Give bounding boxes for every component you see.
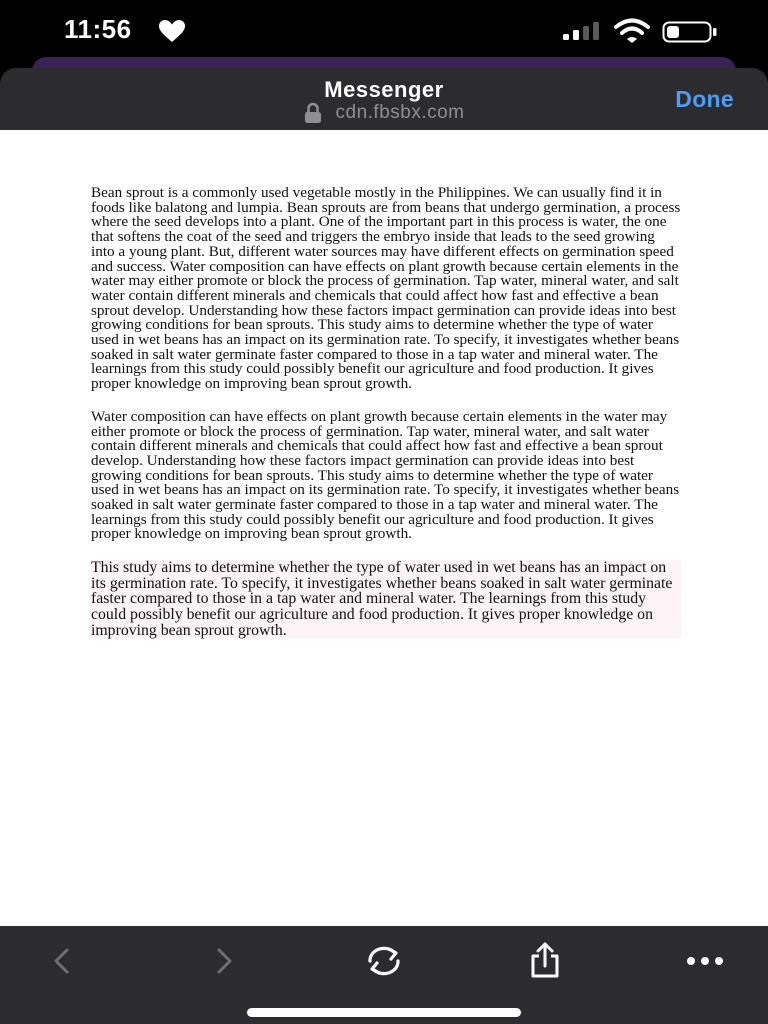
status-time: 11:56 bbox=[64, 14, 132, 44]
paragraph-1: Bean sprout is a commonly used vegetable mostly in the Philippines. We can usually find it in foods like balatong and lumpia. Bean sprouts are from beans that undergo germination, a process where the seed develops into a plant. One of the important part in this process is water, the one that softens the coat of the seed and triggers the embryo inside that leads to the seed growing into a young plant. But, different water sources may have different effects on germination speed and success. Water composition can have effects on plant growth because certain elements in the water may either promote or block the process of germination. Tap water, mineral water, and salt water contain different minerals and chemicals that could affect how fast and effective a bean sprout develop. Understanding how these factors impact germination can provide ideas into best growing conditions for bean sprouts. This study aims to determine whether the type of water used in wet beans has an impact on its germination rate. To specify, it investigates whether beans soaked in salt water germinate faster compared to those in a tap water and mineral water. The learnings from this study could possibly benefit our agriculture and food production. It gives proper knowledge on improving bean sprout growth. bbox=[91, 184, 681, 393]
page-title: Messenger bbox=[324, 77, 444, 102]
lock-icon bbox=[304, 102, 322, 124]
document-body bbox=[91, 186, 681, 656]
more-button[interactable] bbox=[680, 938, 730, 984]
done-button[interactable]: Done bbox=[675, 86, 734, 112]
document-viewer[interactable] bbox=[0, 130, 768, 926]
paragraph-2: Water composition can have effects on plant growth because certain elements in the water may either promote or block the process of germination. Tap water, mineral water, and salt water contain different minerals and chemicals that could affect how fast and effective a bean sprout develop. Understanding how these factors impact germination can provide ideas into best growing conditions for bean sprouts. This study aims to determine whether the type of water used in wet beans has an impact on its germination rate. To specify, it investigates whether beans soaked in salt water germinate faster compared to those in a tap water and mineral water. The learnings from this study could possibly benefit our agriculture and food production. It gives proper knowledge on improving bean sprout growth. bbox=[91, 407, 680, 543]
battery-icon bbox=[662, 19, 718, 45]
browser-header bbox=[0, 68, 768, 130]
back-button[interactable] bbox=[36, 938, 86, 984]
wifi-icon bbox=[614, 18, 650, 44]
home-indicator[interactable] bbox=[247, 1008, 521, 1017]
forward-button[interactable] bbox=[200, 938, 250, 984]
signal-icon bbox=[562, 21, 602, 41]
reload-icon bbox=[362, 943, 406, 979]
share-icon bbox=[527, 942, 563, 980]
paragraph-3: This study aims to determine whether the type of water used in wet beans has an impact on its germination rate. To specify, it investigates whether beans soaked in salt water germinate faster compared to those in a tap water and mineral water. The learnings from this study could possibly benefit our agriculture and food production. It gives proper knowledge on improving bean sprout growth. bbox=[91, 560, 681, 638]
url-bar bbox=[0, 102, 768, 124]
reload-button[interactable] bbox=[359, 938, 409, 984]
status-bar bbox=[0, 0, 768, 62]
heart-icon bbox=[158, 19, 186, 43]
share-button[interactable] bbox=[520, 938, 570, 984]
back-icon bbox=[49, 946, 73, 976]
more-icon bbox=[685, 955, 725, 967]
url-text: cdn.fbsbx.com bbox=[335, 102, 465, 123]
forward-icon bbox=[213, 946, 237, 976]
